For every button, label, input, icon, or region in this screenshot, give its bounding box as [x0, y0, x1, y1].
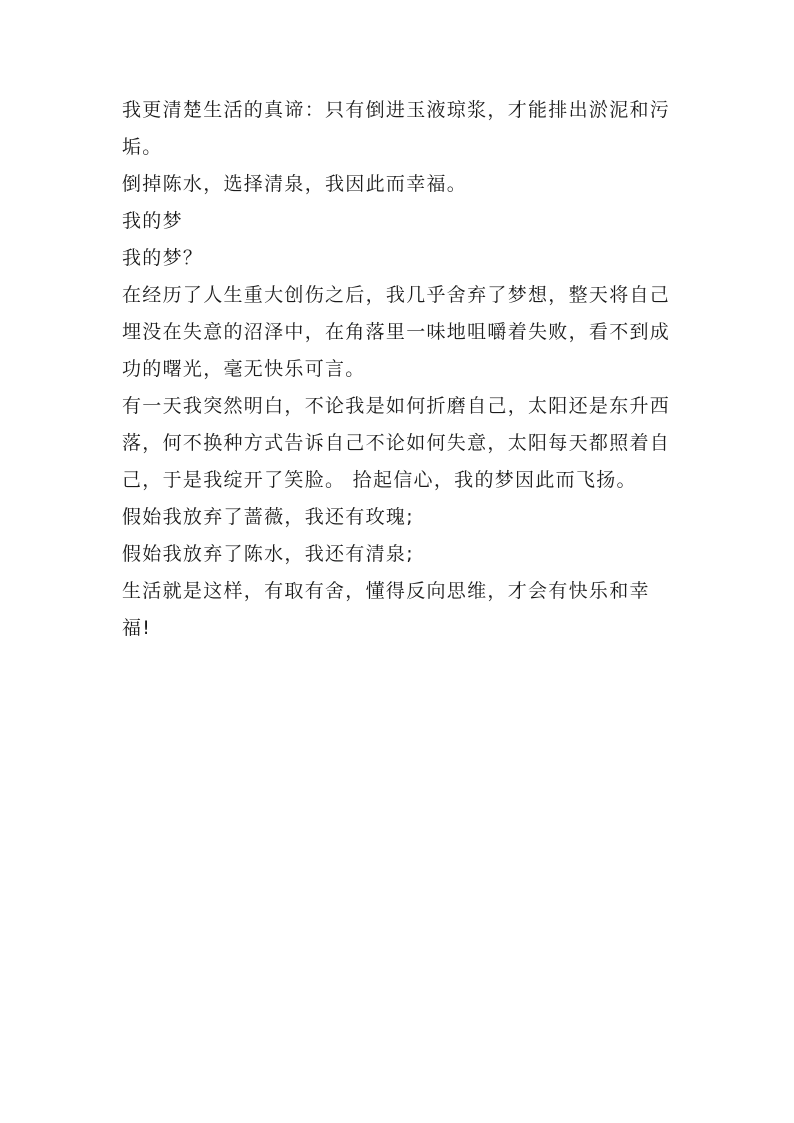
- paragraph-choose-spring: 倒掉陈水，选择清泉，我因此而幸福。: [122, 173, 468, 195]
- paragraph-realization: 有一天我突然明白，不论我是如何折磨自己，太阳还是东升西落，何不换种方式告诉自己不论如何失意，太阳每天都照着自己，于是我绽开了笑脸。 拾起信心，我的梦因此而飞扬。: [122, 395, 671, 491]
- paragraph-spring-water: 假始我放弃了陈水，我还有清泉;: [122, 543, 414, 565]
- paragraph-life-truth: 我更清楚生活的真谛：只有倒进玉液琼浆，才能排出淤泥和污垢。: [122, 99, 671, 158]
- document-body: [122, 92, 678, 647]
- paragraph-after-trauma: 在经历了人生重大创伤之后，我几乎舍弃了梦想，整天将自己埋没在失意的沼泽中，在角落里一味地咀嚼着失败，看不到成功的曙光，毫无快乐可言。: [122, 284, 671, 380]
- paragraph-roses: 假始我放弃了蔷薇，我还有玫瑰;: [122, 506, 414, 528]
- paragraph-question: 我的梦？: [122, 247, 204, 269]
- paragraph-conclusion: 生活就是这样，有取有舍，懂得反向思维，才会有快乐和幸福!: [122, 580, 650, 639]
- essay-title: 我的梦: [122, 210, 183, 232]
